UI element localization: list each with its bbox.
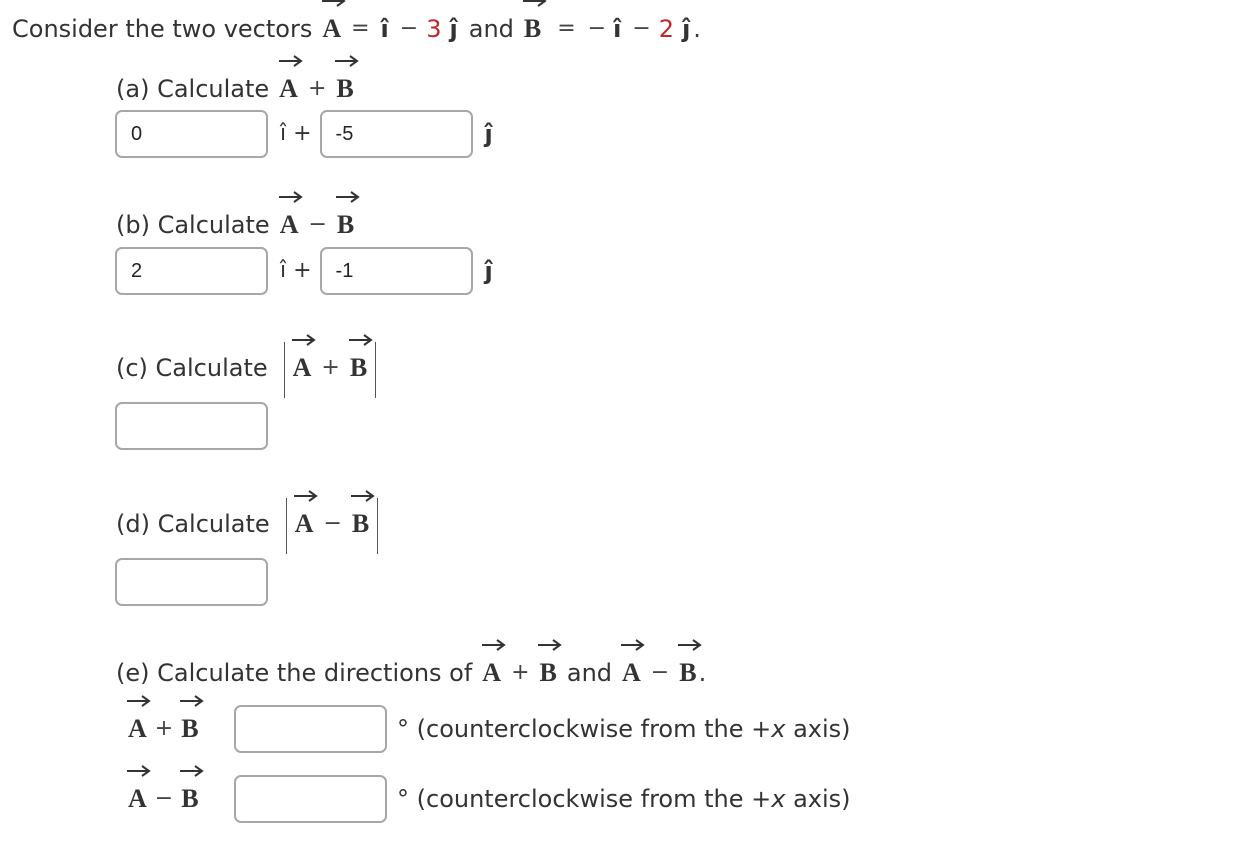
problem-statement bbox=[12, 16, 701, 42]
part-a-answer-row bbox=[115, 110, 496, 158]
part-c-input[interactable] bbox=[115, 402, 268, 450]
vector-arrow-icon bbox=[677, 638, 703, 652]
vector-a: A bbox=[279, 76, 298, 102]
part-b-j-unit: ĵ bbox=[484, 257, 493, 285]
vector-arrow-icon bbox=[321, 0, 347, 8]
vector-a: A bbox=[622, 660, 641, 686]
difference-expression bbox=[126, 786, 232, 812]
part-c-text: (c) Calculate bbox=[116, 354, 268, 382]
vector-b: B bbox=[350, 355, 367, 381]
i-hat: î bbox=[613, 15, 622, 43]
vector-arrow-icon bbox=[291, 333, 317, 347]
part-b-i-unit: î + bbox=[280, 258, 312, 283]
and-word: and bbox=[468, 15, 514, 43]
vector-arrow-icon bbox=[620, 638, 646, 652]
minus-sign: − bbox=[632, 16, 651, 41]
equals-sign: = bbox=[351, 16, 370, 41]
vector-arrow-icon bbox=[293, 489, 319, 503]
vector-arrow-icon bbox=[126, 694, 152, 708]
vector-a: A bbox=[482, 660, 501, 686]
vector-a: A bbox=[322, 16, 341, 42]
vector-arrow-icon bbox=[348, 333, 374, 347]
part-a-i-input[interactable]: 0 bbox=[115, 110, 268, 158]
vector-a: A bbox=[128, 716, 147, 742]
magnitude-expression bbox=[278, 340, 383, 396]
vector-a: A bbox=[128, 786, 147, 812]
plus-sign: + bbox=[321, 355, 340, 380]
abs-bar-left bbox=[286, 498, 287, 554]
vector-b: B bbox=[679, 660, 696, 686]
j-hat: ĵ bbox=[449, 15, 458, 43]
intro-text: Consider the two vectors bbox=[12, 15, 313, 43]
vector-b: B bbox=[336, 76, 353, 102]
part-a-j-unit: ĵ bbox=[484, 120, 493, 148]
part-e-label bbox=[116, 660, 706, 686]
equals-sign: = bbox=[557, 16, 576, 41]
part-b-j-input[interactable]: -1 bbox=[320, 247, 473, 295]
vector-arrow-icon bbox=[350, 489, 376, 503]
part-e-diff-row bbox=[126, 775, 851, 823]
abs-bar-left bbox=[284, 342, 285, 398]
minus-sign: − bbox=[154, 786, 174, 811]
plus-sign: + bbox=[154, 716, 174, 741]
b-j-coefficient: 2 bbox=[658, 15, 675, 43]
vector-b: B bbox=[540, 660, 557, 686]
minus-sign: − bbox=[323, 511, 342, 536]
sum-direction-note: ° (counterclockwise from the +x axis) bbox=[397, 715, 851, 743]
part-a-label bbox=[116, 76, 356, 102]
magnitude-expression bbox=[280, 496, 385, 552]
vector-arrow-icon bbox=[179, 694, 205, 708]
a-j-coefficient: 3 bbox=[426, 15, 442, 43]
vector-arrow-icon bbox=[335, 190, 361, 204]
vector-arrow-icon bbox=[179, 764, 205, 778]
vector-b: B bbox=[337, 212, 354, 238]
abs-bar-right bbox=[377, 498, 378, 554]
part-d-text: (d) Calculate bbox=[116, 510, 270, 538]
vector-arrow-icon bbox=[522, 0, 548, 8]
vector-b: B bbox=[352, 511, 369, 537]
part-a-text: (a) Calculate bbox=[116, 75, 270, 103]
vector-arrow-icon bbox=[481, 638, 507, 652]
part-e-diff-direction-input[interactable] bbox=[234, 775, 387, 823]
minus-sign: − bbox=[650, 660, 670, 685]
part-d-input[interactable] bbox=[115, 558, 268, 606]
vector-a: A bbox=[295, 511, 314, 537]
part-d-label bbox=[116, 496, 384, 552]
period: . bbox=[693, 15, 701, 43]
minus-sign: − bbox=[308, 212, 327, 237]
minus-sign: − bbox=[399, 16, 419, 41]
and-word: and bbox=[566, 659, 613, 687]
vector-b: B bbox=[181, 716, 198, 742]
part-a-i-unit: î + bbox=[280, 121, 312, 146]
part-a-j-input[interactable]: -5 bbox=[320, 110, 473, 158]
vector-arrow-icon bbox=[126, 764, 152, 778]
plus-sign: + bbox=[511, 660, 530, 685]
part-b-answer-row bbox=[115, 247, 496, 295]
part-e-sum-row bbox=[126, 705, 851, 753]
part-b-label bbox=[116, 212, 356, 238]
vector-b: B bbox=[181, 786, 198, 812]
vector-a: A bbox=[293, 355, 312, 381]
vector-arrow-icon bbox=[537, 638, 563, 652]
part-e-sum-direction-input[interactable] bbox=[234, 705, 387, 753]
part-b-i-input[interactable]: 2 bbox=[115, 247, 268, 295]
abs-bar-right bbox=[375, 342, 376, 398]
part-c-answer-row bbox=[115, 402, 268, 450]
sum-expression bbox=[126, 716, 232, 742]
vector-arrow-icon bbox=[278, 190, 304, 204]
diff-direction-note: ° (counterclockwise from the +x axis) bbox=[397, 785, 851, 813]
j-hat: ĵ bbox=[682, 15, 691, 43]
vector-a: A bbox=[280, 212, 299, 238]
i-hat: î bbox=[380, 15, 389, 43]
part-d-answer-row bbox=[115, 558, 268, 606]
vector-arrow-icon bbox=[334, 54, 360, 68]
period: . bbox=[698, 659, 707, 687]
part-b-text: (b) Calculate bbox=[116, 211, 270, 239]
vector-b: B bbox=[524, 16, 541, 42]
plus-sign: + bbox=[307, 76, 327, 101]
vector-arrow-icon bbox=[278, 54, 304, 68]
part-c-label bbox=[116, 340, 382, 396]
part-e-text: (e) Calculate the directions of bbox=[116, 659, 473, 687]
minus-sign: − bbox=[587, 16, 607, 41]
